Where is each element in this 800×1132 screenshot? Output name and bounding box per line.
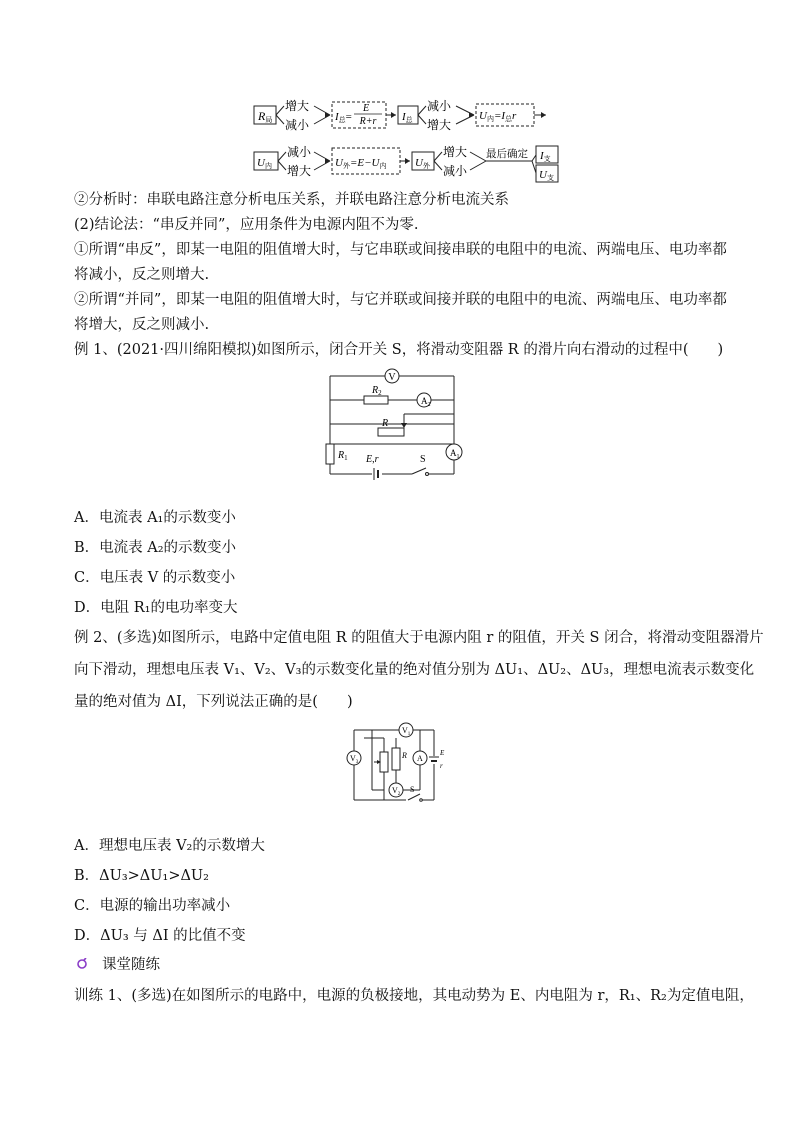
- svg-text:增大: 增大: [427, 118, 452, 132]
- switch-label: S: [420, 454, 426, 465]
- flow-diagram-row2: [250, 142, 570, 188]
- flow-box-R-label: R局: [258, 109, 273, 124]
- section-title: 课堂随练: [102, 957, 160, 973]
- svg-text:减小: 减小: [287, 145, 312, 159]
- example1-question: 例 1、(2021·四川绵阳模拟)如图所示，闭合开关 S，将滑动变阻器 R 的滑片向右滑动的过程中( ): [74, 342, 724, 358]
- ex2-option-c: C．电源的输出功率减小: [74, 898, 231, 914]
- svg-text:增大: 增大: [443, 145, 468, 159]
- example2-line3: 量的绝对值为 ΔI，下列说法正确的是( ): [74, 694, 353, 710]
- analysis-note: ②分析时：串联电路注意分析电压关系，并联电路注意分析电流关系: [74, 192, 509, 208]
- emf-label: E,r: [366, 454, 379, 465]
- example2-line1: 例 2、(多选)如图所示，电路中定值电阻 R 的阻值大于电源内阻 r 的阻值，开关 S 闭合，将滑动变阻器滑片: [74, 630, 764, 646]
- svg-text:E: E: [440, 749, 445, 757]
- parallel-same-line1: ②所谓“并同”，即某一电阻的阻值增大时，与它并联或间接并联的电阻中的电流、两端电压、电功率都: [74, 292, 727, 308]
- svg-text:V1: $V_1$: [402, 726, 411, 737]
- ex1-option-b: B．电流表 A₂的示数变小: [74, 540, 237, 556]
- rheostat-label: R: [382, 418, 389, 429]
- ammeter-a1-label: $A_1$: [450, 448, 460, 460]
- parallel-same-line2: 将增大，反之则减小.: [74, 317, 210, 333]
- ex2-option-d: D．ΔU₃ 与 ΔI 的比值不变: [74, 928, 246, 944]
- ex1-option-d: D．电阻 R₁的电功率变大: [74, 600, 238, 616]
- svg-text:R+r: R+r: [359, 116, 377, 127]
- svg-text:r: r: [440, 762, 443, 770]
- svg-text:R: R: [402, 751, 407, 760]
- svg-text:U内=I总r: U内=I总r: [479, 110, 517, 123]
- svg-text:I支: I支: [540, 150, 551, 163]
- svg-text:A: A: [417, 754, 423, 763]
- voltmeter-label: V: [388, 372, 396, 383]
- r2-label: $R_2$: [372, 385, 382, 397]
- svg-text:U外=E−U内: U外=E−U内: [335, 157, 387, 170]
- flow-branch-bottom: 减小: [285, 118, 310, 132]
- ammeter-a2-label: $A_2$: [421, 396, 431, 408]
- svg-text:减小: 减小: [443, 164, 468, 178]
- svg-text:减小: 减小: [427, 99, 452, 113]
- ex2-option-a: A．理想电压表 V₂的示数增大: [74, 838, 265, 854]
- example2-line2: 向下滑动，理想电压表 V₁、V₂、V₃的示数变化量的绝对值分别为 ΔU₁、ΔU₂、ΔU₃，理想电流表示数变化: [74, 662, 755, 678]
- ex1-option-c: C．电压表 V 的示数变小: [74, 570, 236, 586]
- section-icon: [76, 958, 88, 970]
- flow-branch-top: 增大: [285, 99, 310, 113]
- svg-text:V2: $V_2$: [392, 786, 401, 797]
- ex2-option-b: B．ΔU₃>ΔU₁>ΔU₂: [74, 868, 209, 884]
- circuit-diagram-1: [320, 366, 480, 484]
- series-opposite-line2: 将减小，反之则增大.: [74, 267, 210, 283]
- circuit-diagram-2: [344, 718, 454, 808]
- svg-text:V3: $V_3$: [350, 754, 359, 765]
- conclusion-method: (2)结论法：“串反并同”，应用条件为电源内阻不为零.: [74, 217, 419, 233]
- svg-text:U内: U内: [257, 157, 272, 170]
- flow-diagram-row1: [250, 96, 560, 140]
- svg-text:I总: I总: [402, 111, 413, 124]
- svg-text:U外: U外: [415, 157, 430, 170]
- ex1-option-a: A．电流表 A₁的示数变小: [74, 510, 236, 526]
- svg-text:增大: 增大: [287, 164, 312, 178]
- svg-text:U支: U支: [539, 169, 554, 182]
- series-opposite-line1: ①所谓“串反”，即某一电阻的阻值增大时，与它串联或间接串联的电阻中的电流、两端电压、电功率都: [74, 242, 727, 258]
- svg-text:I总=: I总=: [335, 111, 352, 124]
- r1-label: $R_1$: [338, 450, 348, 462]
- svg-text:最后确定: 最后确定: [486, 149, 528, 160]
- svg-text:S: S: [410, 785, 415, 794]
- training1-question: 训练 1、(多选)在如图所示的电路中，电源的负极接地，其电动势为 E、内电阻为 r，R₁、R₂为定值电阻，: [74, 988, 754, 1004]
- svg-text:E: E: [362, 103, 370, 114]
